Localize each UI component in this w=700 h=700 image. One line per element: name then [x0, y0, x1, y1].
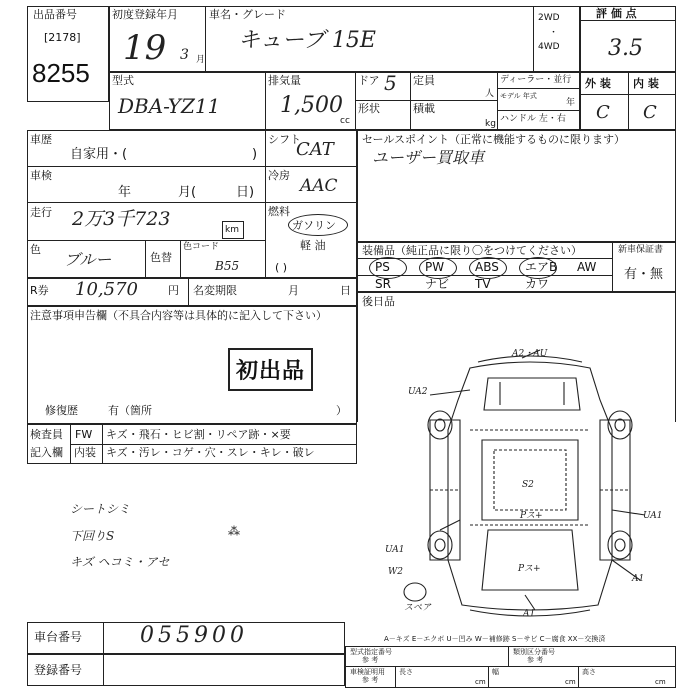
color-value: ブルー [64, 250, 112, 269]
year-unit: 年 [566, 98, 576, 108]
person-unit: 人 [485, 89, 495, 99]
first-reg-label: 初度登録年月 [112, 8, 178, 21]
category-number-label: 類別区分番号 [513, 648, 555, 656]
interior-items: キズ・汚レ・コゲ・穴・スレ・キレ・破レ [106, 446, 315, 459]
doors-value: 5 [384, 71, 397, 95]
equipment-circle [469, 257, 507, 279]
height-label: 高さ [582, 668, 596, 676]
fuel-gas-circle [288, 214, 348, 236]
length-unit: cm [475, 678, 486, 686]
diagram-label: UA1 [643, 511, 663, 521]
equipment-item: ABS [475, 260, 499, 274]
diagram-label: A1 [523, 609, 536, 619]
car-name-value: キューブ 15E [238, 28, 376, 53]
yen-unit: 円 [168, 284, 179, 297]
history-value: 自家用・( [70, 147, 128, 162]
sales-point-label: セールスポイント（正常に機能するものに限ります） [362, 133, 626, 146]
repair-value: 有（箇所 [108, 404, 152, 417]
fw-items: キズ・飛石・ヒビ割・リペア跡・×要 [106, 428, 291, 441]
inspector-interior-label: 内装 [74, 446, 96, 459]
fuel-paren: ( ) [275, 261, 288, 274]
inspection-month: 月( [178, 185, 197, 200]
handwritten-note: シートシミ [70, 502, 131, 516]
cooler-label: 冷房 [268, 169, 290, 182]
mileage-label: 走行 [30, 206, 52, 219]
inspection-day: 日) [236, 185, 255, 200]
doors-label: ドア [358, 74, 380, 87]
month-unit: 月 [196, 55, 206, 65]
width-label: 幅 [492, 668, 499, 676]
diagram-label: Pス+ [520, 511, 543, 521]
diagram-label: S2 [522, 480, 534, 490]
repair-label: 修復歴 [45, 404, 78, 417]
equipment-item: ナビ [425, 277, 450, 291]
exterior-value: C [596, 102, 610, 123]
first-reg-month: 3 [180, 47, 189, 63]
equipment-circle [519, 257, 557, 279]
fuel-diesel: 軽 油 [300, 239, 326, 252]
score-label: 評 価 点 [596, 7, 637, 20]
capacity-label: 定員 [413, 74, 435, 87]
first-reg-year: 19 [123, 28, 167, 68]
vehicle-cert-ref: 参 考 [362, 676, 379, 684]
model-value: DBA-YZ11 [118, 94, 221, 118]
repair-close: ） [336, 404, 347, 417]
category-number-ref: 参 考 [527, 656, 544, 664]
inspector-label-1: 検査員 [30, 428, 63, 441]
model-designation-ref: 参 考 [362, 656, 379, 664]
fuel-label: 燃料 [268, 205, 290, 218]
sales-point-box [357, 130, 676, 242]
mileage-value: 2万3千723 [72, 208, 171, 230]
score-value: 3.5 [608, 36, 643, 61]
diagram-label: スペア [404, 603, 432, 613]
kg-unit: kg [485, 119, 496, 129]
recycle-value: 10,570 [75, 279, 138, 300]
mileage-unit: km [225, 225, 239, 235]
inspection-year: 年 [118, 185, 132, 200]
chassis-label: 車台番号 [34, 630, 83, 644]
sales-point-value: ユーザー買取車 [372, 148, 485, 167]
diagram-label: W2 [388, 567, 403, 577]
diagram-label: UA1 [385, 545, 405, 555]
car-name-label: 車名・グレード [209, 8, 286, 21]
notes-label: 注意事項申告欄（不具合内容等は具体的に記入して下さい） [30, 309, 327, 322]
warranty-label: 新車保証書 [618, 245, 664, 255]
diagram-label: A1 [632, 574, 645, 584]
repaint-label: 色替 [150, 251, 172, 264]
history-close: ) [252, 147, 258, 162]
model-designation-label: 型式指定番号 [350, 648, 392, 656]
first-listing-stamp: 初出品 [228, 348, 313, 391]
drive-4wd: 4WD [538, 42, 560, 52]
expiry-day: 日 [340, 284, 351, 297]
color-code-value: B55 [215, 259, 240, 273]
diagram-label: Pス+ [518, 564, 541, 574]
interior-label: 内 装 [633, 77, 659, 90]
vehicle-cert-label: 車検証明用 [350, 668, 385, 676]
dealer-label: ディーラー・並行 [500, 75, 572, 85]
cooler-value: AAC [300, 176, 338, 196]
lot-code: [2178] [44, 31, 81, 44]
equipment-item: SR [375, 277, 391, 291]
later-date-label: 後日品 [362, 295, 395, 308]
fuel-gas: ガソリン [292, 219, 336, 232]
length-label: 長さ [399, 668, 413, 676]
history-label: 車歴 [30, 133, 52, 146]
expiry-label: 名変期限 [193, 284, 237, 297]
shift-label: シフト [268, 133, 301, 146]
registration-label: 登録番号 [34, 663, 83, 677]
equipment-item: PW [425, 260, 445, 274]
equipment-item: TV [475, 277, 491, 291]
warranty-value: 有・無 [624, 267, 664, 282]
load-label: 積載 [413, 102, 435, 115]
inspector-label-2: 記入欄 [30, 446, 63, 459]
exterior-label: 外 装 [585, 77, 611, 90]
height-unit: cm [655, 678, 666, 686]
shift-value: CAT [296, 139, 334, 160]
scribble-mark: ⁂ [228, 524, 240, 538]
equipment-circle [369, 257, 407, 279]
shape-label: 形状 [358, 102, 380, 115]
width-unit: cm [565, 678, 576, 686]
equipment-circle [419, 257, 457, 279]
diagram-label: A2・AU [512, 349, 548, 359]
equipment-item: AW [577, 260, 597, 274]
recycle-label: R券 [30, 284, 49, 297]
lot-number: 8255 [32, 58, 90, 88]
color-code-label: 色コード [183, 242, 220, 252]
diagram-label: UA2 [408, 387, 428, 397]
drive-2wd: 2WD [538, 13, 560, 23]
chassis-value: 055900 [140, 623, 248, 648]
cc-unit: cc [340, 116, 350, 126]
damage-legend: A－キズ E－エクボ U－凹み W－補修跡 S－サビ C－腐食 XX－交換済 [384, 635, 606, 643]
inspection-label: 車検 [30, 169, 52, 182]
displacement-value: 1,500 [280, 93, 343, 118]
fw-label: FW [75, 428, 93, 441]
handle-label: ハンドル 左・右 [500, 114, 566, 124]
color-label: 色 [30, 243, 41, 256]
model-year-label: モデル 年式 [500, 92, 537, 100]
drive-dot: ・ [549, 28, 559, 38]
expiry-month: 月 [288, 284, 299, 297]
equipment-item: エアB [525, 260, 558, 274]
equipment-item: カワ [525, 277, 550, 291]
displacement-label: 排気量 [268, 74, 301, 87]
equipment-label: 装備品（純正品に限り〇をつけてください） [362, 244, 582, 257]
equipment-item: PS [375, 260, 390, 274]
lot-label: 出品番号 [33, 8, 77, 21]
interior-value: C [643, 102, 657, 123]
model-label: 型式 [112, 74, 134, 87]
handwritten-note: 下回りS [70, 529, 115, 543]
handwritten-note: キズ ヘコミ・アセ [70, 555, 170, 569]
